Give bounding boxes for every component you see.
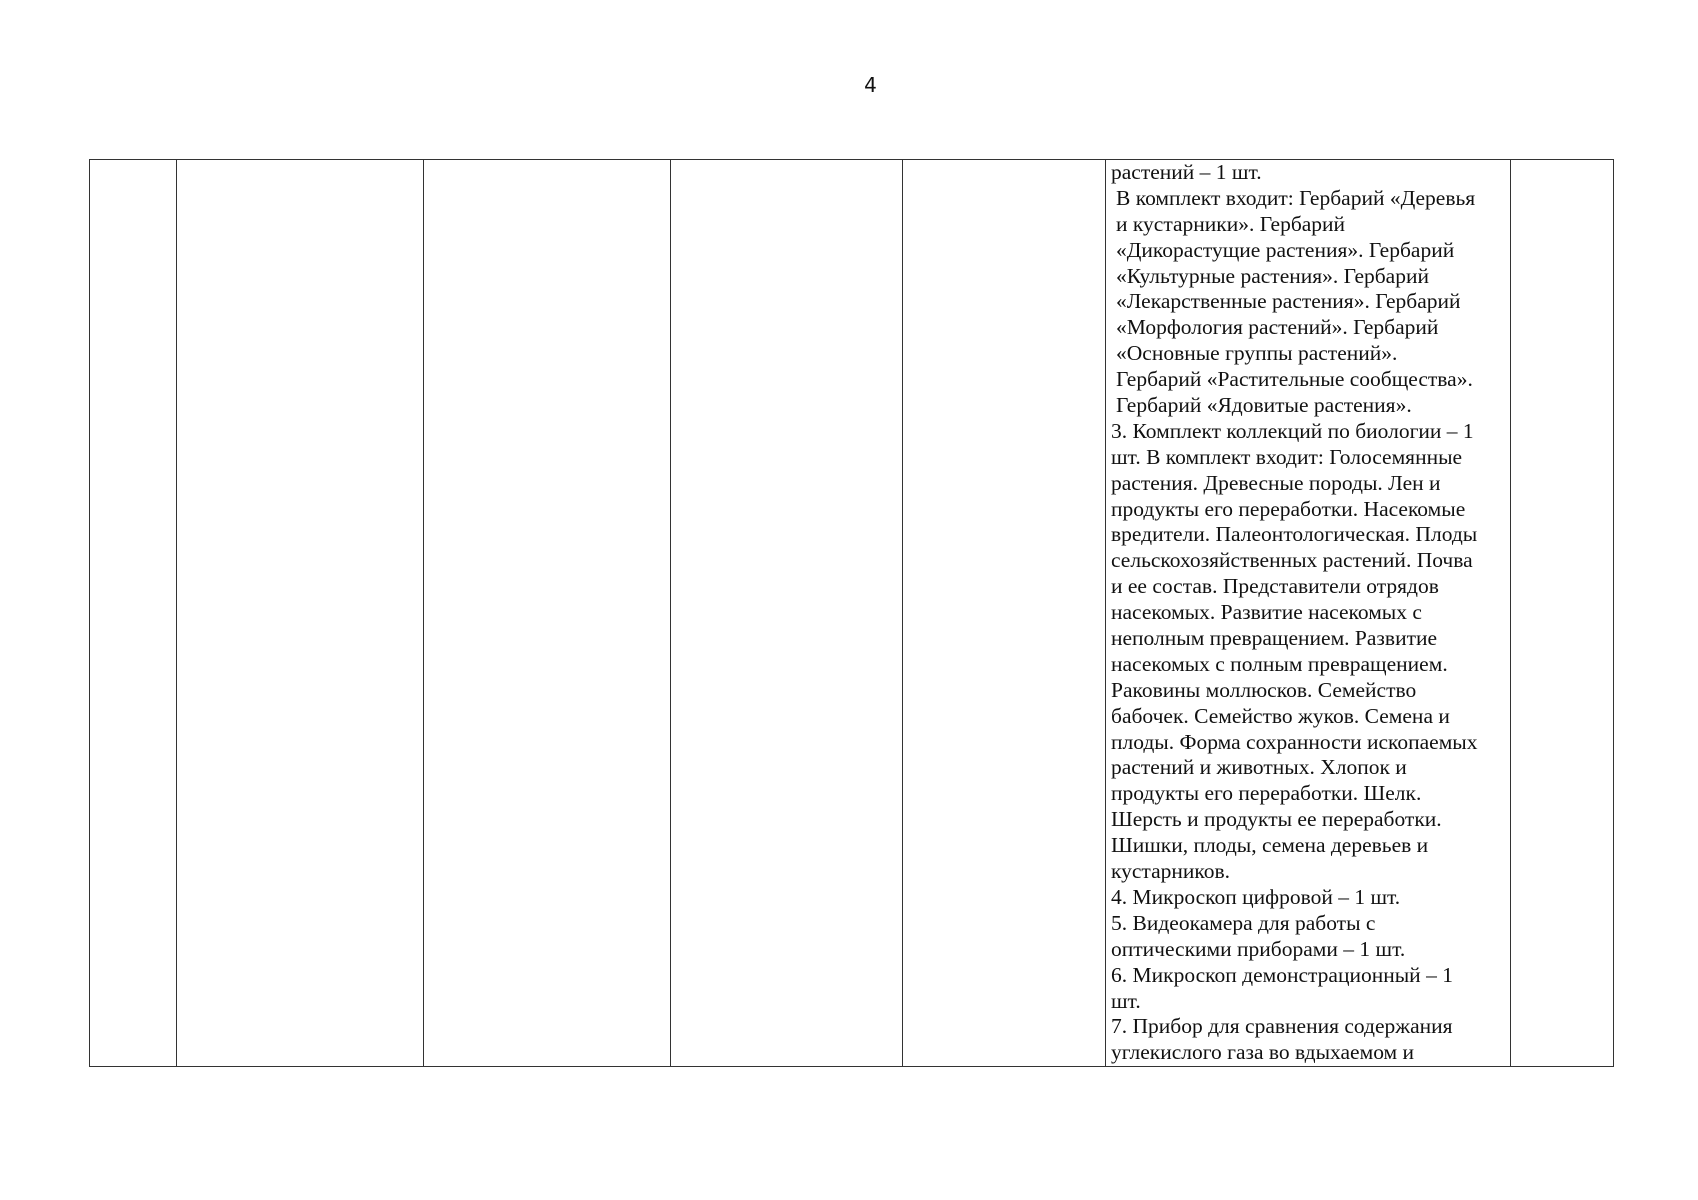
description-line: Гербарий «Ядовитые растения». <box>1116 393 1412 418</box>
description-line: шт. <box>1111 988 1141 1013</box>
description-line: неполным превращением. Развитие <box>1111 626 1438 651</box>
table-cell-4 <box>671 160 903 1067</box>
description-line: насекомых. Развитие насекомых с <box>1111 600 1422 625</box>
description-line: 4. Микроскоп цифровой – 1 шт. <box>1111 884 1401 909</box>
table-cell-3 <box>424 160 671 1067</box>
description-line: Шишки, плоды, семена деревьев и <box>1111 833 1429 858</box>
description-line: и кустарники». Гербарий <box>1116 211 1346 236</box>
description-line: оптическими приборами – 1 шт. <box>1111 936 1406 961</box>
table-cell-7 <box>1511 160 1614 1067</box>
description-line: и ее состав. Представители отрядов <box>1111 574 1439 599</box>
description-line: «Культурные растения». Гербарий <box>1116 263 1429 288</box>
description-line: бабочек. Семейство жуков. Семена и <box>1111 703 1450 728</box>
description-line: «Основные группы растений». <box>1116 341 1398 366</box>
description-line: Шерсть и продукты ее переработки. <box>1111 807 1442 832</box>
description-line: продукты его переработки. Шелк. <box>1111 781 1422 806</box>
table-cell-2 <box>177 160 424 1067</box>
description-line: углекислого газа во вдыхаемом и <box>1111 1040 1415 1065</box>
equipment-description-cell <box>1106 160 1511 1067</box>
description-line: растений и животных. Хлопок и <box>1111 755 1407 780</box>
equipment-table <box>89 159 1614 1067</box>
description-line: плоды. Форма сохранности ископаемых <box>1111 729 1478 754</box>
table-cell-5 <box>903 160 1106 1067</box>
description-line: «Дикорастущие растения». Гербарий <box>1116 237 1455 262</box>
description-line: «Лекарственные растения». Гербарий <box>1116 289 1461 314</box>
description-line: вредители. Палеонтологическая. Плоды <box>1111 522 1478 547</box>
description-line: сельскохозяйственных растений. Почва <box>1111 548 1473 573</box>
description-line: кустарников. <box>1111 859 1231 884</box>
table-cell-number <box>90 160 177 1067</box>
description-line: продукты его переработки. Насекомые <box>1111 496 1466 521</box>
description-line: насекомых с полным превращением. <box>1111 651 1448 676</box>
description-line: 5. Видеокамера для работы с <box>1111 910 1376 935</box>
description-line: «Морфология растений». Гербарий <box>1116 315 1439 340</box>
page-number: 4 <box>864 73 877 97</box>
description-line: шт. В комплект входит: Голосемянные <box>1111 444 1463 469</box>
description-line: растений – 1 шт. <box>1111 160 1262 184</box>
description-line: Раковины моллюсков. Семейство <box>1111 677 1417 702</box>
description-line: 3. Комплект коллекций по биологии – 1 <box>1111 418 1474 443</box>
description-line: 7. Прибор для сравнения содержания <box>1111 1014 1453 1039</box>
table-row <box>90 160 1614 1067</box>
description-line: Гербарий «Растительные сообщества». <box>1116 367 1473 392</box>
description-line: В комплект входит: Гербарий «Деревья <box>1116 185 1476 210</box>
description-line: растения. Древесные породы. Лен и <box>1111 470 1441 495</box>
description-line: 6. Микроскоп демонстрационный – 1 <box>1111 962 1453 987</box>
